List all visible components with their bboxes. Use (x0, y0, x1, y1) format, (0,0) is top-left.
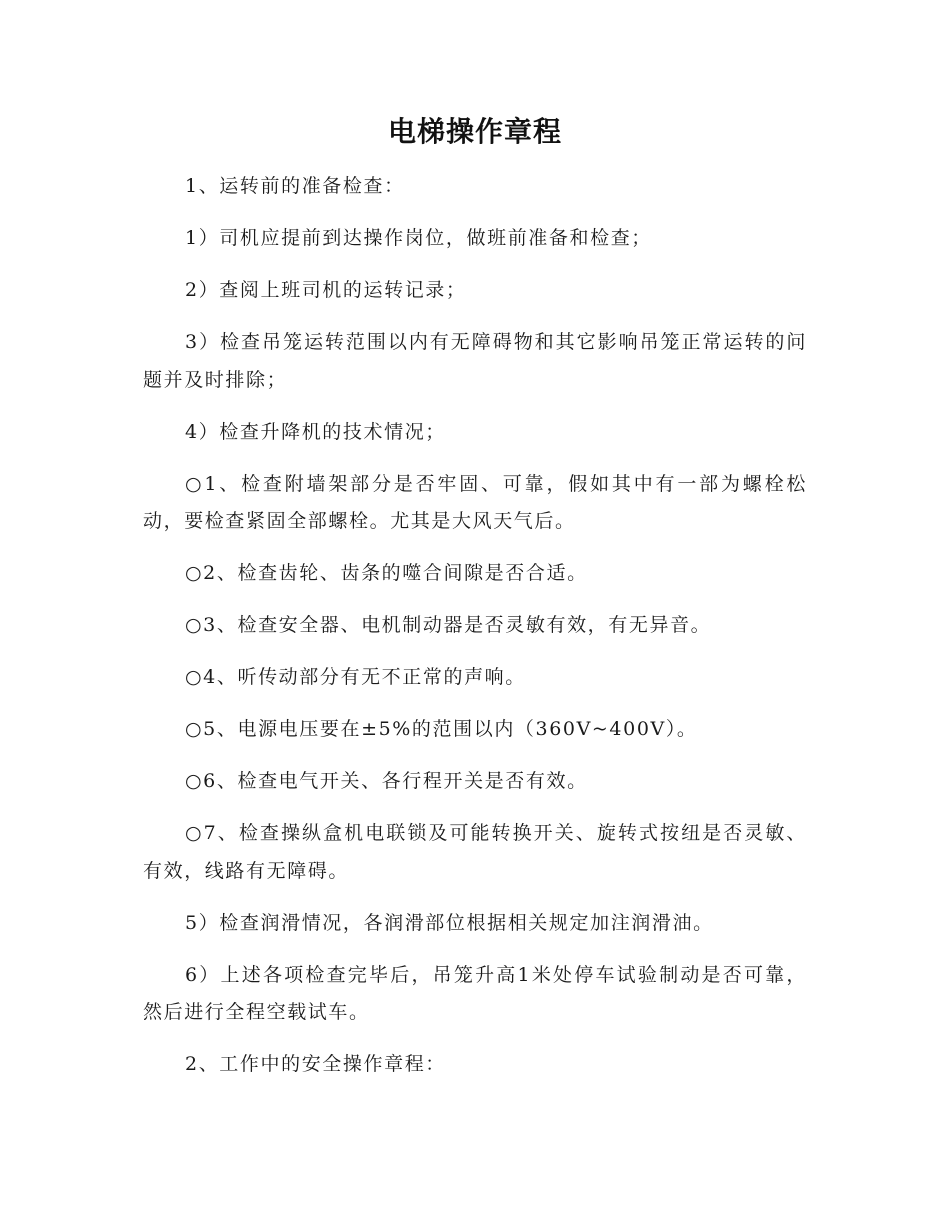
paragraph-item-4: 4）检查升降机的技术情况； (185, 420, 446, 443)
paragraph-item-3: 3）检查吊笼运转范围以内有无障碍物和其它影响吊笼正常运转的问题并及时排除； (143, 331, 807, 391)
paragraph-subitem-2: ○2、检查齿轮、齿条的噬合间隙是否合适。 (185, 562, 588, 584)
paragraph-subitem-1: ○1、检查附墙架部分是否牢固、可靠，假如其中有一部为螺栓松动，要检查紧固全部螺栓。尤其是大风天气后。 (143, 472, 807, 532)
paragraph-subitem-3: ○3、检查安全器、电机制动器是否灵敏有效，有无异音。 (185, 614, 712, 636)
document-title: 电梯操作章程 (387, 115, 562, 148)
paragraph-item-5: 5）检查润滑情况，各润滑部位根据相关规定加注润滑油。 (185, 911, 714, 934)
paragraph-item-1: 1）司机应提前到达操作岗位，做班前准备和检查； (185, 227, 652, 249)
paragraph-subitem-4: ○4、听传动部分有无不正常的声响。 (185, 666, 526, 688)
paragraph-item-6: 6）上述各项检查完毕后，吊笼升高1米处停车试验制动是否可靠，然后进行全程空载试车。 (143, 963, 807, 1023)
paragraph-item-2: 2）查阅上班司机的运转记录； (185, 279, 467, 301)
paragraph-section-1-heading: 1、运转前的准备检查： (185, 175, 405, 197)
paragraph-subitem-5: ○5、电源电压要在±5%的范围以内（360V~400V）。 (185, 718, 698, 740)
paragraph-subitem-7: ○7、检查操纵盒机电联锁及可能转换开关、旋转式按纽是否灵敏、有效，线路有无障碍。 (143, 822, 807, 882)
document-body (143, 168, 807, 1084)
paragraph-subitem-6: ○6、检查电气开关、各行程开关是否有效。 (185, 770, 588, 792)
paragraph-section-2-heading: 2、工作中的安全操作章程： (185, 1053, 446, 1075)
